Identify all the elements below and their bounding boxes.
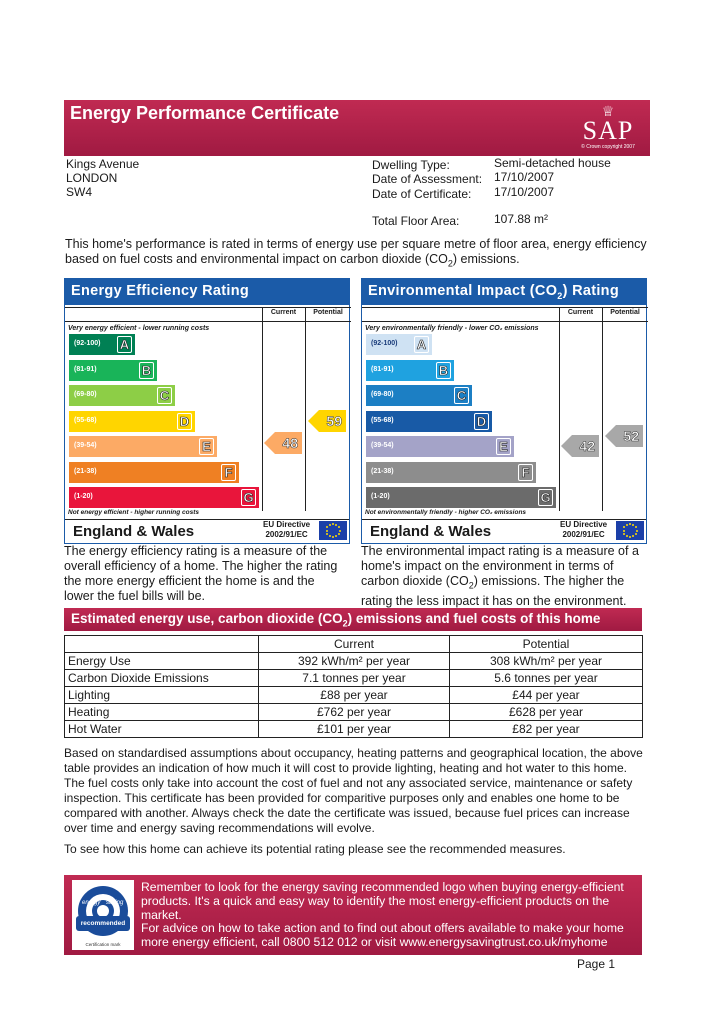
rec-p1-line-1: Remember to look for the energy saving recommended logo when buying energy-efficient [141,880,624,894]
band-letter: F [518,464,533,481]
floor-area-value: 107.88 m² [494,212,549,226]
eu-star-icon [626,524,628,526]
row-potential: £44 per year [450,687,643,704]
page-title: Energy Performance Certificate [70,103,340,123]
rating-band-f [69,462,239,483]
band-letter: G [538,489,553,506]
row-label: Energy Use [65,653,259,670]
environment-eu-directive [560,520,607,540]
est-banner-sub: 2 [342,618,348,629]
rating-band-f [366,462,536,483]
rating-band-b [366,360,454,381]
environment-current-rating [561,435,599,457]
eff-desc-line-2: overall efficiency of a home. The higher the rating [64,559,338,573]
intro-line-2a: based on fuel costs and environmental impact on carbon dioxide (CO [65,252,448,266]
eu-directive-line-2: 2002/91/EC [265,530,308,539]
eu-star-icon [623,526,625,528]
band-letter: C [454,387,469,404]
assumptions-line-3: The fuel costs only take into account the cost of fuel and not any associated service, maintenance or safety [64,776,633,790]
eu-star-icon [332,536,334,538]
efficiency-region: England & Wales [73,523,195,540]
intro-line-1: This home's performance is rated in terms of energy use per square metre of floor area, energy efficiency [65,237,647,251]
eu-star-icon [632,524,634,526]
table-row [65,653,643,670]
assumptions-line-2: table provides an indication of how much it will cost to provide lighting, heating and hot water to this home. [64,761,627,775]
band-range: (81-91) [74,365,97,373]
eu-star-icon [629,536,631,538]
eu-flag-icon [616,521,644,540]
header-rule [65,321,351,322]
header-rule [362,307,648,308]
environmental-impact-title [362,279,646,305]
band-range: (55-68) [74,416,97,424]
potential-column-header: Potential [313,309,343,316]
estimated-costs-banner [64,608,642,631]
eu-star-icon [623,530,625,532]
table-header-row [65,636,643,653]
band-letter: E [496,438,511,455]
current-column-header: Current [567,309,594,316]
table-header-current: Current [259,636,450,653]
band-letter: C [157,387,172,404]
rating-band-a [366,334,432,355]
efficiency-eu-directive [263,520,310,540]
band-letter: F [221,464,236,481]
row-potential: 5.6 tonnes per year [450,670,643,687]
band-letter: E [199,438,214,455]
potential-column-header: Potential [610,309,640,316]
column-divider [305,307,306,511]
eff-desc-line-3: the more energy efficient the home is and the [64,574,315,588]
eu-star-icon [329,524,331,526]
band-range: (81-91) [371,365,394,373]
sap-logo-copyright: © Crown copyright 2007 [581,144,635,150]
band-letter: A [117,336,132,353]
eu-star-icon [632,535,634,537]
band-letter: D [177,413,192,430]
rating-value: 42 [579,438,595,454]
logo-text-recommended: recommended [80,920,126,927]
env-desc-line-3-sub: 2 [468,580,474,591]
assumptions-text [64,746,664,836]
rating-value: 48 [282,435,298,451]
efficiency-potential-rating [308,410,346,432]
row-current: 7.1 tonnes per year [259,670,450,687]
eu-directive-line-1: EU Directive [263,520,311,529]
table-header-potential: Potential [450,636,643,653]
assumptions-line-5: compared with another. Always check the date the certificate was issued, because fuel prices can increase [64,806,630,820]
column-divider [602,307,603,511]
band-range: (39-54) [371,442,394,449]
efficiency-description [64,544,354,604]
row-label: Lighting [65,687,259,704]
header-rule [362,321,648,322]
eu-star-icon [626,535,628,537]
column-divider [559,307,560,511]
address-line-3: SW4 [66,185,93,199]
assumptions-line-4: inspection. This certificate has been provided for comparitive purposes only and enables one home to be [64,791,620,805]
energy-saving-logo-icon [72,880,134,950]
row-label: Carbon Dioxide Emissions [65,670,259,687]
band-range: (55-68) [371,416,394,424]
environment-description [361,544,656,609]
env-title-a: Environmental Impact (CO [368,283,558,299]
band-range: (1-20) [74,493,93,500]
rating-band-e [69,436,217,457]
efficiency-top-note: Very energy efficient - lower running costs [68,325,210,332]
eu-star-icon [338,533,340,535]
page-number: Page 1 [577,957,616,971]
eu-star-icon [326,533,328,535]
rating-band-g [69,487,259,508]
band-letter: G [241,489,256,506]
eu-star-icon [338,526,340,528]
rating-band-a [69,334,135,355]
environment-top-note: Very environmentally friendly - lower CO₂ emissions [365,325,539,332]
rec-p2-line-2: more energy efficient, call 0800 512 012 or visit www.energysavingtrust.co.uk/myhome [141,935,608,949]
env-desc-line-1: The environmental impact rating is a measure of a [361,544,639,558]
band-range: (21-38) [371,467,394,475]
env-desc-line-3a: carbon dioxide (CO [361,574,469,588]
env-desc-line-3b: ) emissions. The higher the [473,574,625,588]
row-current: £762 per year [259,704,450,721]
current-column-header: Current [270,309,297,316]
eu-star-icon [339,530,341,532]
sap-logo-text: SAP [582,116,634,145]
eu-directive-line-1: EU Directive [560,520,608,529]
logo-text-certification: Certification mark [85,942,121,947]
band-range: (69-80) [371,391,394,398]
eu-star-icon [635,526,637,528]
cost-table [64,635,643,738]
assessment-date-value: 17/10/2007 [494,170,555,184]
see-measures-text: To see how this home can achieve its potential rating please see the recommended measures. [64,842,566,856]
eu-star-icon [629,523,631,525]
energy-saving-banner [64,875,642,955]
energy-efficiency-title: Energy Efficiency Rating [65,279,349,305]
logo-text-energy: energy [82,900,101,906]
band-letter: B [139,362,154,379]
certificate-date-value: 17/10/2007 [494,185,555,199]
est-banner-a: Estimated energy use, carbon dioxide (CO [71,611,343,626]
energy-efficiency-panel [64,278,350,544]
env-title-sub: 2 [557,290,563,301]
table-row [65,721,643,738]
band-range: (69-80) [74,391,97,398]
sap-logo [572,104,644,152]
dwelling-type-value: Semi-detached house [494,156,611,170]
row-current: 392 kWh/m² per year [259,653,450,670]
env-desc-line-4: rating the less impact it has on the environment. [361,593,627,608]
recommended-paragraph-1 [141,880,639,922]
eu-directive-line-2: 2002/91/EC [562,530,605,539]
rating-band-c [366,385,472,406]
environment-region: England & Wales [370,523,492,540]
rec-p2-line-1: For advice on how to take action and to find out about offers available to make your home [141,921,624,935]
intro-line-2-sub: 2 [447,258,453,269]
eff-desc-line-1: The energy efficiency rating is a measure of the [64,544,328,558]
row-current: £88 per year [259,687,450,704]
intro-text [65,237,665,272]
rating-band-e [366,436,514,457]
eu-star-icon [326,526,328,528]
row-label: Heating [65,704,259,721]
row-potential: 308 kWh/m² per year [450,653,643,670]
eu-star-icon [635,533,637,535]
rating-value: 52 [623,428,639,444]
rating-band-b [69,360,157,381]
table-header-empty [65,636,259,653]
band-range: (1-20) [371,493,390,500]
table-row [65,687,643,704]
eu-star-icon [636,530,638,532]
assumptions-line-6: over time and energy saving recommendations will evolve. [64,821,375,835]
environmental-impact-panel [361,278,647,544]
eu-star-icon [332,523,334,525]
band-range: (92-100) [74,340,101,347]
eu-star-icon [335,535,337,537]
band-letter: A [414,336,429,353]
est-banner-b: ) emissions and fuel costs of this home [347,611,601,626]
env-title-b: ) Rating [562,283,619,299]
floor-area-label: Total Floor Area: [372,214,460,228]
logo-text-saving: saving [106,900,124,906]
address-line-2: LONDON [66,171,118,185]
eu-star-icon [623,533,625,535]
eff-desc-line-4: lower the fuel bills will be. [64,589,206,603]
column-divider [262,307,263,511]
rating-band-g [366,487,556,508]
rating-band-c [69,385,175,406]
row-potential: £82 per year [450,721,643,738]
band-letter: D [474,413,489,430]
efficiency-current-rating [264,432,302,454]
title-banner [64,100,650,156]
assumptions-line-1: Based on standardised assumptions about occupancy, heating patterns and geographical location, the above [64,746,643,760]
recommended-paragraph-2 [141,921,639,949]
band-range: (92-100) [371,340,398,347]
address-line-1: Kings Avenue [66,157,140,171]
table-row [65,704,643,721]
band-range: (21-38) [74,467,97,475]
table-row [65,670,643,687]
rating-band-d [366,411,492,432]
energy-saving-recommended-logo [72,880,134,950]
header-rule [65,307,351,308]
assessment-date-label: Date of Assessment: [372,172,483,186]
rating-value: 59 [326,412,342,429]
row-potential: £628 per year [450,704,643,721]
band-range: (39-54) [74,442,97,449]
row-label: Hot Water [65,721,259,738]
band-letter: B [436,362,451,379]
row-current: £101 per year [259,721,450,738]
env-desc-line-2: home's impact on the environment in terms of [361,559,614,573]
eu-star-icon [326,530,328,532]
certificate-date-label: Date of Certificate: [372,187,472,201]
efficiency-bottom-note: Not energy efficient - higher running costs [68,509,199,516]
rec-p1-line-2: products. It's a quick and easy way to identify the most energy-efficient products on the market. [141,894,610,922]
environment-potential-rating [605,425,643,447]
rating-band-d [69,411,195,432]
dwelling-type-label: Dwelling Type: [372,158,450,172]
crown-icon: ♕ [601,103,615,119]
intro-line-2b: ) emissions. [452,252,520,266]
eu-star-icon [329,535,331,537]
eu-flag-icon [319,521,347,540]
eu-star-icon [335,524,337,526]
environment-bottom-note: Not environmentally friendly - higher CO₂ emissions [365,509,527,516]
